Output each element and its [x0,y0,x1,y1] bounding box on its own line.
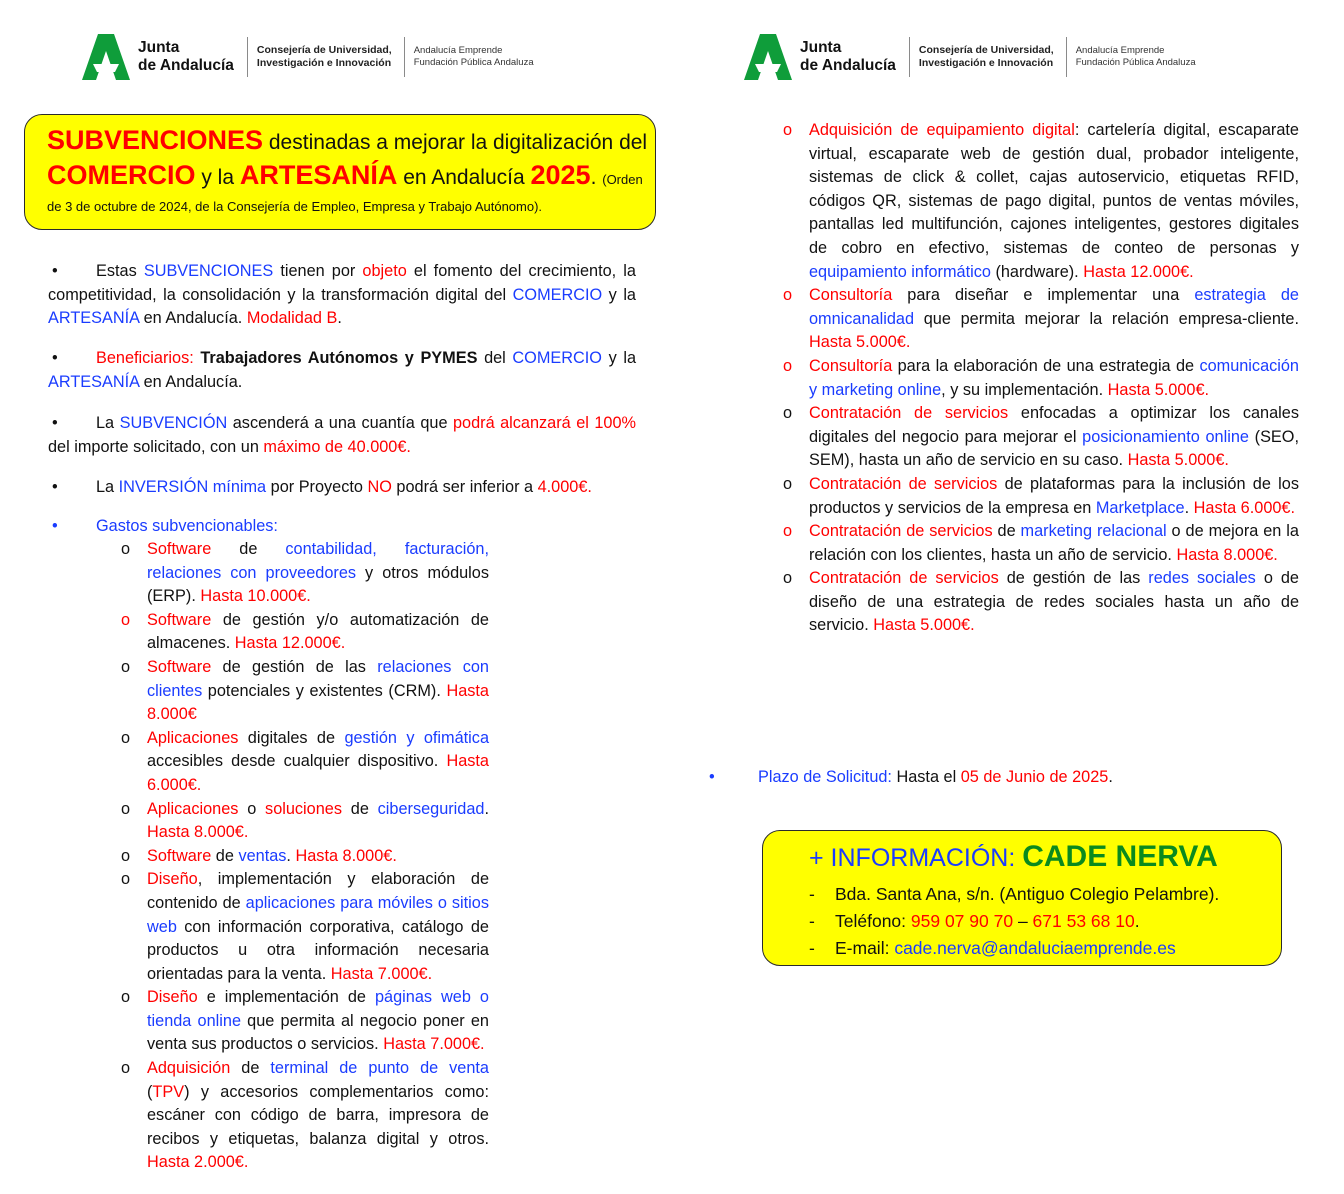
circle-bullet-icon: o [783,286,793,305]
item-text: de [211,540,286,558]
info-title-office: CADE NERVA [1022,840,1218,873]
title-keyword: SUBVENCIONES [47,125,264,155]
foundation-name [1076,45,1196,69]
item-link-text: redes sociales [1148,569,1256,588]
keyword: SUBVENCIÓN [119,414,228,432]
list-item [783,473,1299,520]
item-link-text: comunicación y marketing online [809,356,1299,399]
info-title-label: + INFORMACIÓN: [809,844,1023,872]
phone-separator: – [1013,911,1033,931]
item-link-text: equipamiento informático [809,262,991,281]
item-text: ( [147,1082,153,1101]
department-line1: Consejería de Universidad, [918,44,1054,56]
org-name-line1: Junta [138,39,180,56]
item-text: y otros módulos (ERP). [147,563,489,606]
item-keyword: Consultoría [809,356,893,375]
keyword: objeto [362,262,407,280]
item-text: que permita al negocio poner en venta sus productos o servicios. [147,1011,489,1054]
list-item [783,355,1299,402]
text: . [337,309,342,328]
keyword: COMERCIO [512,285,603,304]
item-keyword: Software [147,610,212,629]
item-text: de [341,799,378,818]
title-text: y la [195,166,240,189]
title-line1 [47,125,648,158]
info-email [809,936,1176,960]
item-link-text: gestión y ofimática [344,728,489,747]
dash-bullet: - [809,884,815,904]
circle-bullet-icon: o [121,988,131,1007]
info-title [809,839,1218,876]
dash-bullet: - [809,911,815,931]
circle-bullet-icon: o [783,356,793,375]
item-amount: Hasta 8.000€. [1176,545,1278,564]
text: del [477,349,513,367]
item-keyword: Software [147,540,212,558]
title-order: (Orden [602,172,643,187]
gastos-heading: Gastos subvencionables: [96,517,278,535]
item-keyword: Adquisición de equipamiento digital [809,121,1075,139]
header-divider [404,37,405,77]
phone-end: . [1134,911,1140,931]
info-phone [809,909,1140,933]
circle-bullet-icon: o [121,799,131,818]
item-keyword: Consultoría [809,286,893,305]
item-text: , implementación y elaboración de contenido de [147,870,489,912]
list-item [121,656,489,727]
bullet-icon: • [52,478,58,496]
text: podrá ser inferior a [391,478,538,496]
item-text: que permita mejorar la relación empresa-cliente. [914,309,1299,328]
item-amount: Hasta 2.000€. [147,1153,249,1172]
bullet-beneficiarios [48,347,636,394]
header-divider [1066,37,1067,77]
list-item [121,868,489,986]
gastos-list-left [0,538,489,1175]
text: y la [602,285,636,304]
junta-logo-icon [82,34,130,80]
keyword: 4.000€. [537,478,592,496]
email-label: E-mail: [835,938,895,958]
item-text: enfocadas a optimizar los canales digitales del negocio para mejorar el [809,404,1299,446]
bullet-icon: • [52,349,58,367]
item-keyword: Diseño [147,870,198,889]
item-amount: Hasta 6.000€. [1193,498,1296,517]
item-text: de plataformas para la inclusión de los productos y servicios de la empresa en [809,474,1299,517]
org-name-line1: Junta [800,39,842,56]
bullet-icon: • [52,414,58,432]
plazo-date: 05 de Junio de 2025 [960,768,1109,786]
title-text: destinadas a mejorar la digitalización del [263,131,648,154]
foundation-name [414,45,534,69]
keyword: Modalidad B [246,309,338,328]
keyword: Beneficiarios: [96,349,201,367]
item-amount: Hasta 8.000€ [147,681,489,724]
item-keyword: Contratación de servicios [809,404,1009,423]
org-name-line2: de Andalucía [138,57,234,74]
plazo-text: . [1108,768,1113,786]
item-amount: Hasta 5.000€. [1127,451,1229,470]
item-keyword: Adquisición [147,1059,231,1078]
text: en Andalucía. [139,309,247,328]
keyword: INVERSIÓN mínima [118,478,267,496]
keyword: COMERCIO [512,349,602,367]
foundation-line2: Fundación Pública Andaluza [1075,57,1196,68]
text: y la [601,349,637,367]
item-text: o [238,799,266,818]
item-text: e implementación de [197,988,375,1007]
list-item [121,1057,489,1175]
circle-bullet-icon: o [121,728,131,747]
item-amount: Hasta 5.000€. [873,616,975,635]
item-amount: Hasta 10.000€. [200,587,311,606]
text: del importe solicitado, con un [48,437,264,456]
item-text: con información corporativa, catálogo de productos u otra información necesaria orientadas para la venta. [147,917,489,983]
item-amount: Hasta 5.000€. [1107,380,1210,399]
item-text: (SEO, SEM), hasta un año de servicio en su caso. [809,427,1299,470]
foundation-line1: Andalucía Emprende [1075,45,1165,56]
list-item [121,727,489,798]
text: La [96,478,119,496]
item-amount: Hasta 8.000€. [147,823,249,842]
text: Trabajadores Autónomos y PYMES [200,349,478,367]
list-item [121,538,489,609]
circle-bullet-icon: o [121,846,131,865]
title-box [24,114,656,230]
text: Estas [96,262,144,280]
list-item [121,609,489,656]
circle-bullet-icon: o [121,870,131,889]
item-keyword: Software [147,657,212,676]
item-text: . [1184,498,1194,517]
text: tienen por [273,262,363,280]
title-line2 [47,158,641,197]
item-text: para la elaboración de una estrategia de [892,356,1200,375]
item-text: de [211,846,239,865]
circle-bullet-icon: o [783,121,793,139]
keyword: podrá alcanzará el 100% [453,414,636,432]
item-text: o de diseño de una estrategia de redes sociales hasta un año de servicio. [809,569,1299,635]
item-text: o de mejora en la relación con los clientes, hasta un año de servicio. [809,522,1299,564]
circle-bullet-icon: o [783,569,793,588]
item-keyword: Contratación de servicios [809,569,999,588]
info-address [809,882,1219,906]
junta-logo-icon [744,34,792,80]
circle-bullet-icon: o [121,657,131,676]
org-name [138,39,234,75]
item-text: : cartelería digital, escaparate virtual, escaparate web de gestión dual, probador inteligente, sistemas de click & collet, cajas autoservicio, etiquetas RFID, códigos QR, sistemas de pago digital, puntos de ventas móviles, pantallas led multifunción, cajones inteligentes, gestores digitales de cobro en efectivo, sistemas de conteo de personas y [809,121,1299,257]
item-text: . [484,799,489,818]
list-item [783,520,1299,567]
bullet-gastos [48,515,636,539]
item-text: de [992,522,1021,541]
keyword: SUBVENCIONES [143,262,274,280]
item-amount: Hasta 7.000€. [330,964,433,983]
text: en Andalucía. [139,372,243,391]
header-divider [909,37,910,77]
dash-bullet: - [809,938,815,958]
item-keyword: Aplicaciones [147,799,239,818]
list-item [783,284,1299,355]
title-keyword: COMERCIO [47,160,196,190]
bullet-icon: • [709,768,715,786]
phone-label: Teléfono: [835,911,911,931]
item-keyword: Contratación de servicios [809,474,998,493]
phone-number-2[interactable]: 671 53 68 10 [1032,911,1135,931]
item-link-text: ciberseguridad [377,799,485,818]
item-link-text: terminal de punto de venta [270,1059,489,1078]
page-right [672,0,1344,1194]
circle-bullet-icon: o [121,540,131,558]
circle-bullet-icon: o [783,404,793,423]
item-link-text: estrategia de omnicanalidad [809,286,1299,328]
item-keyword: Aplicaciones [147,728,239,747]
list-item [783,567,1299,638]
item-amount: Hasta 6.000€. [147,752,489,794]
title-year: 2025 [530,160,591,190]
item-text: accesibles desde cualquier dispositivo. [147,752,447,771]
text: por Proyecto [266,478,368,496]
keyword: NO [367,478,392,496]
foundation-line2: Fundación Pública Andaluza [413,57,534,68]
item-text: de gestión y/o automatización de almacenes. [147,610,489,653]
bullet-objeto [48,260,636,331]
item-text: de gestión de las [998,569,1149,588]
info-box [762,830,1282,966]
gastos-list-right [783,119,1299,638]
item-link-text: páginas web o tienda online [147,988,489,1030]
bullet-icon: • [52,262,58,280]
item-link-text: contabilidad, facturación, relaciones con proveedores [147,540,489,582]
address-text: Bda. Santa Ana, s/n. (Antiguo Colegio Pelambre). [835,884,1220,904]
circle-bullet-icon: o [783,522,793,541]
phone-number-1[interactable]: 959 07 90 70 [910,911,1014,931]
item-keyword: Contratación de servicios [809,522,993,541]
title-text: en Andalucía [397,166,531,189]
item-keyword: Diseño [147,988,198,1007]
item-text: (hardware). [990,262,1084,281]
item-link-text: aplicaciones para móviles o sitios web [147,893,489,936]
department-name [257,44,392,70]
list-item [121,798,489,845]
item-text: . [286,846,296,865]
list-item [783,402,1299,473]
foundation-line1: Andalucía Emprende [413,45,503,56]
item-link-text: Marketplace [1095,498,1185,517]
keyword: máximo de 40.000€. [263,437,411,456]
circle-bullet-icon: o [121,1059,131,1078]
list-item [121,845,489,869]
item-amount: Hasta 7.000€. [383,1035,485,1054]
plazo-label: Plazo de Solicitud: [758,768,892,786]
bullet-inversion [48,476,636,500]
list-item [121,986,489,1057]
item-keyword: Software [147,846,212,865]
item-link-text: relaciones con clientes [147,657,489,700]
keyword: ARTESANÍA [48,372,140,391]
circle-bullet-icon: o [121,610,131,629]
item-link-text: posicionamiento online [1082,427,1249,446]
header-right [744,34,1196,80]
item-link-text: marketing relacional [1020,522,1167,541]
department-line2: Investigación e Innovación [256,57,392,69]
text: ascenderá a una cuantía que [227,414,453,432]
item-text: de [230,1059,271,1078]
plazo-text: Hasta el [891,768,961,786]
item-text: de gestión de las [211,657,378,676]
keyword: ARTESANÍA [48,309,140,328]
header-left [82,34,534,80]
header-divider [247,37,248,77]
department-line2: Investigación e Innovación [918,57,1054,69]
item-keyword: TPV [152,1082,185,1101]
item-amount: Hasta 8.000€. [295,846,397,865]
item-keyword: soluciones [265,799,342,818]
department-line1: Consejería de Universidad, [256,44,392,56]
bullet-icon: • [52,517,58,535]
list-item [783,119,1299,284]
title-line3: de 3 de octubre de 2024, de la Consejería de Empleo, Empresa y Trabajo Autónomo). [47,199,543,214]
item-text: , y su implementación. [941,380,1108,399]
item-amount: Hasta 12.000€. [1083,262,1194,281]
item-text: ) y accesorios complementarios como: escáner con código de barra, impresora de recibos y etiquetas, balanza digital y otros. [147,1082,489,1148]
item-amount: Hasta 5.000€. [809,333,911,352]
item-text: digitales de [238,728,345,747]
email-link[interactable]: cade.nerva@andaluciaemprende.es [894,938,1176,958]
text: el fomento del crecimiento, la competitividad, la consolidación y la transformación digital del [48,262,636,304]
bullet-cuantia [48,412,636,459]
department-name [919,44,1054,70]
org-name-line2: de Andalucía [800,57,896,74]
circle-bullet-icon: o [783,474,793,493]
title-text: . [590,166,603,189]
item-text: para diseñar e implementar una [892,286,1195,305]
item-text: potenciales y existentes (CRM). [202,681,447,700]
title-keyword: ARTESANÍA [239,160,398,190]
item-amount: Hasta 12.000€. [234,634,346,653]
text: La [96,414,120,432]
org-name [800,39,896,75]
item-link-text: ventas [238,846,287,865]
